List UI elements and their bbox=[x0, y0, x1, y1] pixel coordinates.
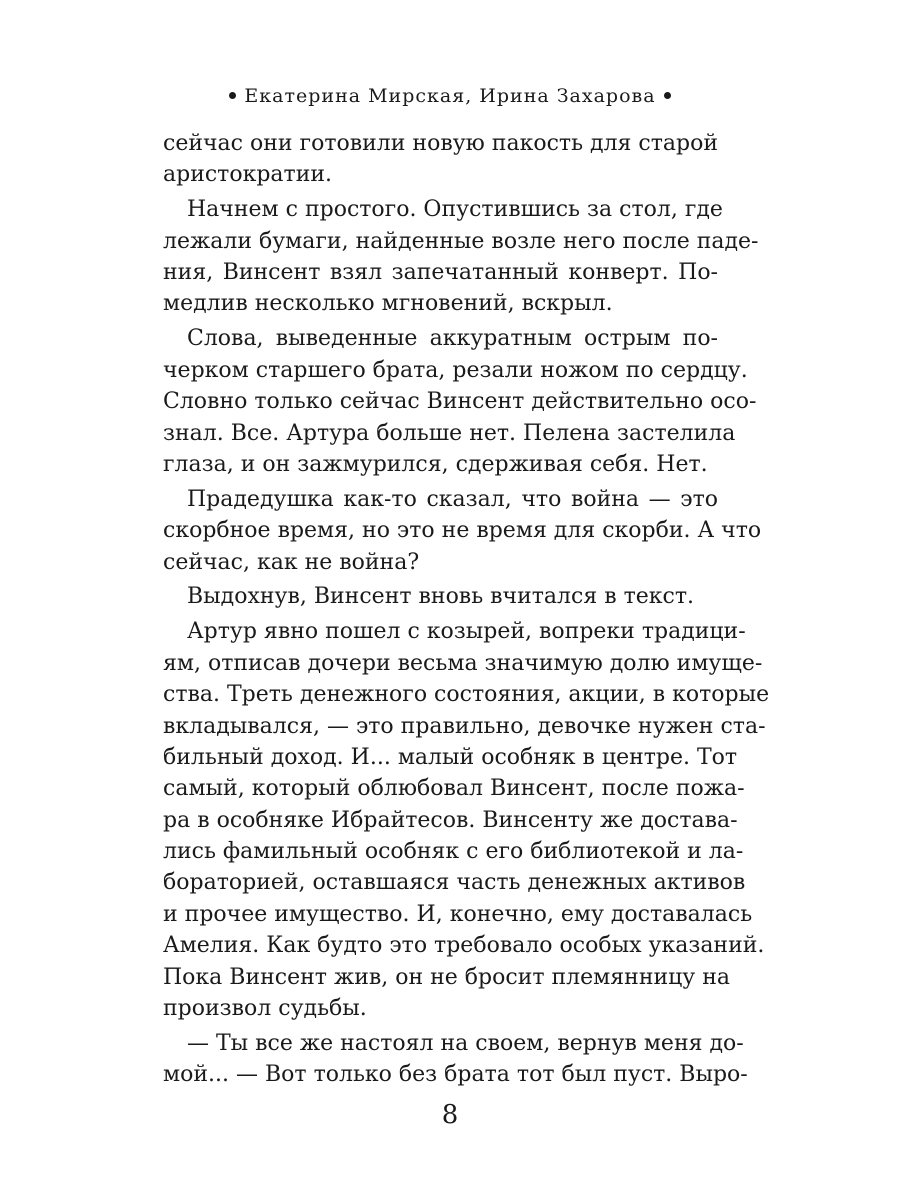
text-line: ства. Треть денежного состояния, акции, в которые bbox=[163, 682, 770, 708]
running-head bbox=[0, 82, 900, 110]
text-line: глаза, и он зажмурился, сдерживая себя. Нет. bbox=[163, 451, 708, 477]
text-line: бораторией, оставшаяся часть денежных активов bbox=[163, 870, 746, 896]
running-title: Екатерина Мирская, Ирина Захарова bbox=[244, 85, 656, 107]
text-line: самый, который облюбовал Винсент, после пожа- bbox=[163, 776, 745, 802]
text-line: Словно только сейчас Винсент действительно осо- bbox=[163, 389, 757, 415]
text-line: Начнем с простого. Опустившись за стол, где bbox=[187, 197, 723, 223]
body-text bbox=[163, 128, 770, 1091]
text-line: ям, отписав дочери весьма значимую долю имуще- bbox=[163, 650, 763, 676]
text-line: Слова, выведенные аккуратным острым по- bbox=[187, 326, 718, 352]
bullet-right-icon bbox=[664, 92, 671, 99]
page-number: 8 bbox=[441, 1100, 459, 1130]
text-line: сейчас они готовили новую пакость для старой bbox=[163, 131, 719, 156]
text-line: Амелия. Как будто это требовало особых указаний. bbox=[163, 933, 765, 959]
text-line: ния, Винсент взял запечатанный конверт. По- bbox=[163, 260, 718, 286]
text-line: — Ты все же настоял на своем, вернув меня до- bbox=[187, 1030, 744, 1056]
text-line: Артур явно пошел с козырей, вопреки традици- bbox=[187, 619, 746, 645]
bullet-left-icon bbox=[229, 92, 236, 99]
text-line: медлив несколько мгновений, вскрыл. bbox=[163, 291, 613, 317]
text-line: произвол судьбы. bbox=[163, 996, 367, 1022]
text-line: знал. Все. Артура больше нет. Пелена застелила bbox=[163, 420, 736, 446]
text-line: лись фамильный особняк с его библиотекой и ла- bbox=[163, 839, 744, 865]
text-line: Пока Винсент жив, он не бросит племянницу на bbox=[163, 964, 731, 990]
text-line: и прочее имущество. И, конечно, ему доставалась bbox=[163, 901, 753, 927]
text-line: аристократии. bbox=[163, 162, 333, 188]
text-line: черком старшего брата, резали ножом по сердцу. bbox=[163, 357, 748, 383]
text-line: скорбное время, но это не время для скорби. А что bbox=[163, 518, 762, 544]
text-line: ра в особняке Ибрайтесов. Винсенту же достава- bbox=[163, 807, 738, 833]
text-line: вкладывался, — это правильно, девочке нужен ста- bbox=[163, 713, 766, 739]
text-line: Выдохнув, Винсент вновь вчитался в текст. bbox=[187, 584, 695, 610]
text-line: Прадедушка как-то сказал, что война — это bbox=[187, 486, 718, 512]
text-line: лежали бумаги, найденные возле него после паде- bbox=[163, 228, 759, 254]
text-line: мой... — Вот только без брата тот был пуст. Выро- bbox=[163, 1062, 748, 1088]
text-line: сейчас, как не война? bbox=[163, 549, 420, 575]
text-line: бильный доход. И... малый особняк в центре. Тот bbox=[163, 744, 738, 770]
